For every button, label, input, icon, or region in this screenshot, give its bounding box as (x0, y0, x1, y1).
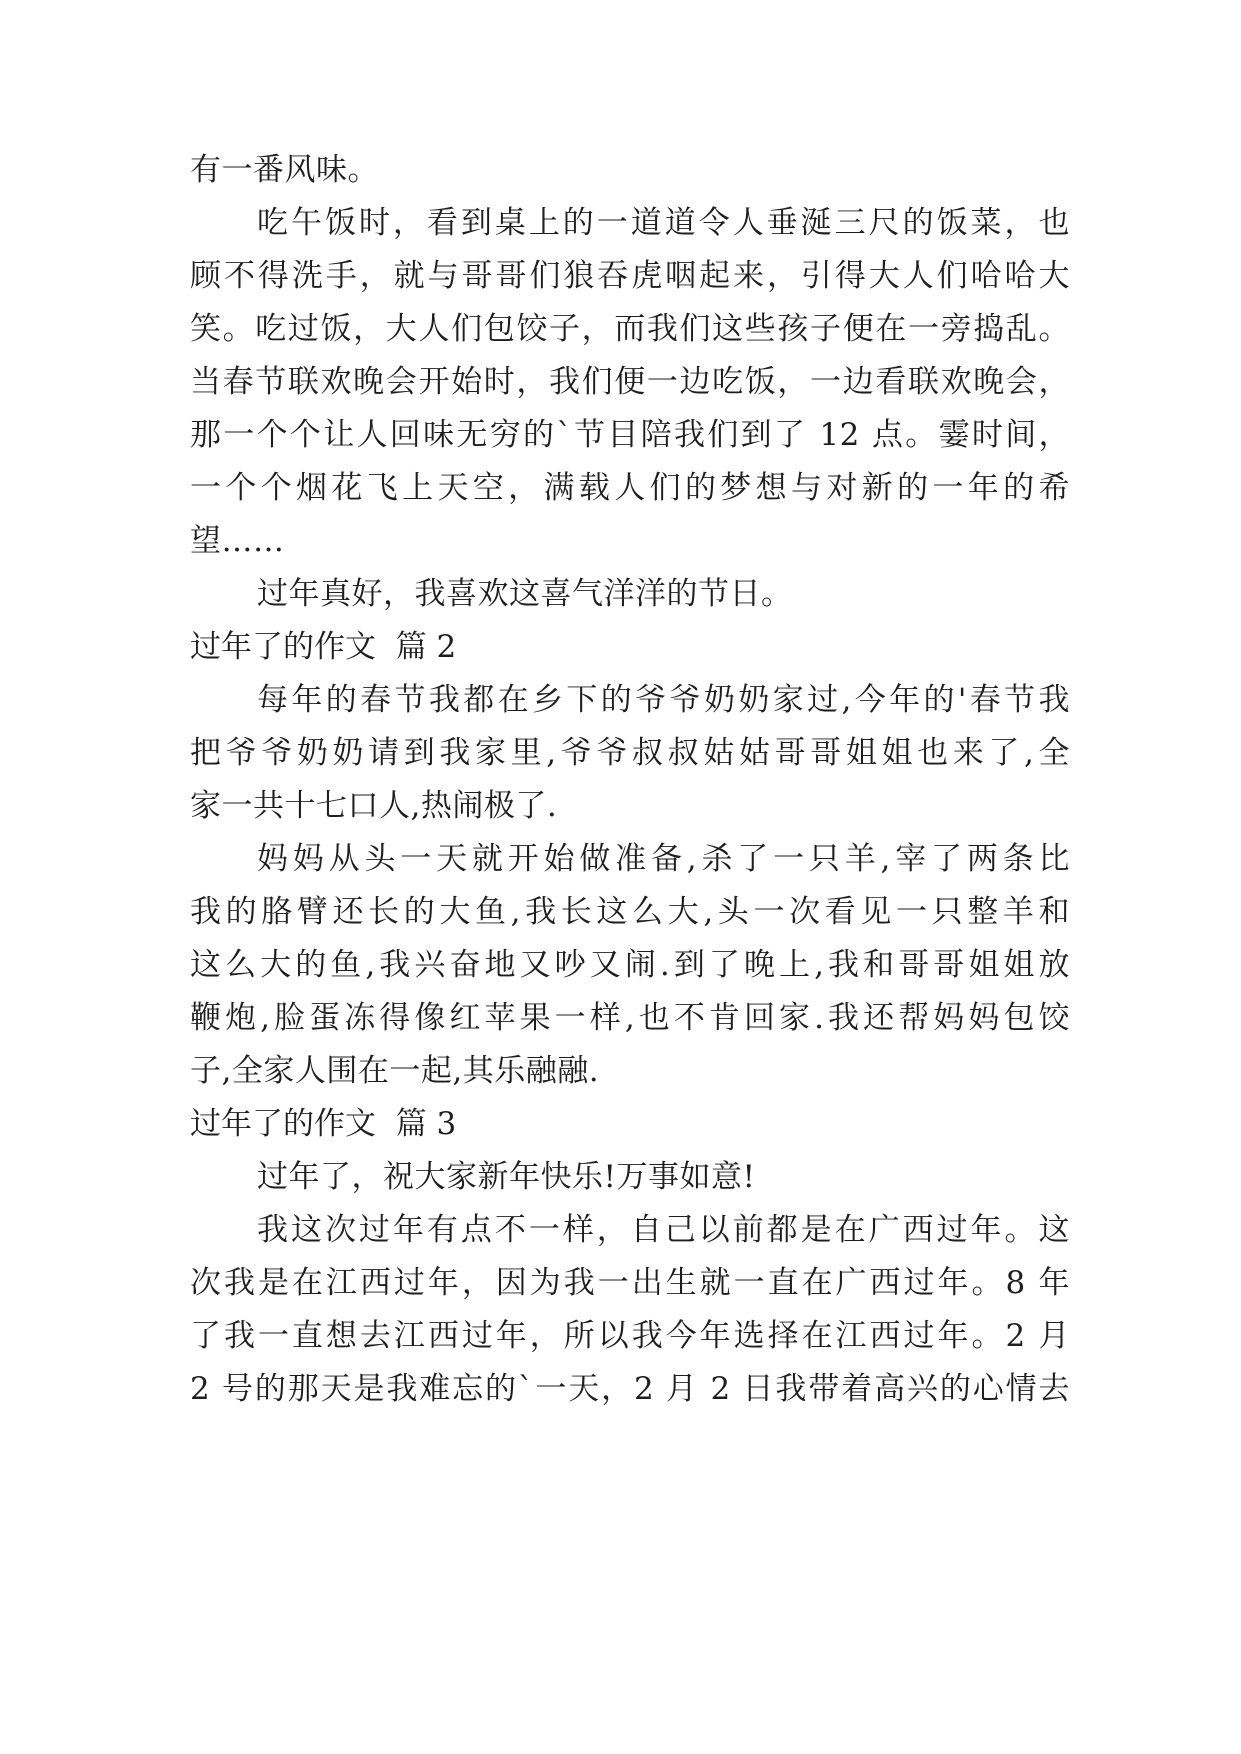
text-line: 我的胳臂还长的大鱼,我长这么大,头一次看见一只整羊和 (190, 894, 1070, 930)
text-line: 2 号的那天是我难忘的`一天，2 月 2 日我带着高兴的心情去 (190, 1371, 1070, 1407)
text-line: 望…… (190, 523, 285, 559)
text-line: 顾不得洗手，就与哥哥们狼吞虎咽起来，引得大人们哈哈大 (190, 258, 1070, 294)
paragraph-first-line: 过年真好，我喜欢这喜气洋洋的节日。 (257, 576, 793, 612)
paragraph-first-line: 过年了，祝大家新年快乐!万事如意! (257, 1159, 756, 1195)
paragraph-first-line: 每年的春节我都在乡下的爷爷奶奶家过,今年的'春节我 (257, 682, 1070, 718)
text-line: 有一番风味。 (190, 152, 379, 188)
text-line: 那一个个让人回味无穷的`节目陪我们到了 12 点。霎时间， (190, 417, 1070, 453)
text-line: 这么大的鱼,我兴奋地又吵又闹.到了晚上,我和哥哥姐姐放 (190, 947, 1070, 983)
text-line: 把爷爷奶奶请到我家里,爷爷叔叔姑姑哥哥姐姐也来了,全 (190, 735, 1070, 771)
section-heading: 过年了的作文 篇 2 (190, 629, 457, 665)
text-line: 家一共十七口人,热闹极了. (190, 788, 558, 824)
text-line: 笑。吃过饭，大人们包饺子，而我们这些孩子便在一旁捣乱。 (190, 311, 1070, 347)
text-line: 子,全家人围在一起,其乐融融. (190, 1053, 600, 1089)
paragraph-first-line: 吃午饭时，看到桌上的一道道令人垂涎三尺的饭菜，也 (257, 205, 1070, 241)
paragraph-first-line: 我这次过年有点不一样，自己以前都是在广西过年。这 (257, 1212, 1070, 1248)
paragraph-first-line: 妈妈从头一天就开始做准备,杀了一只羊,宰了两条比 (257, 841, 1070, 877)
text-line: 次我是在江西过年，因为我一出生就一直在广西过年。8 年 (190, 1265, 1070, 1301)
text-line: 鞭炮,脸蛋冻得像红苹果一样,也不肯回家.我还帮妈妈包饺 (190, 1000, 1070, 1036)
text-line: 一个个烟花飞上天空，满载人们的梦想与对新的一年的希 (190, 470, 1070, 506)
text-line: 了我一直想去江西过年，所以我今年选择在江西过年。2 月 (190, 1318, 1070, 1354)
text-line: 当春节联欢晚会开始时，我们便一边吃饭，一边看联欢晚会， (190, 364, 1070, 400)
section-heading: 过年了的作文 篇 3 (190, 1106, 457, 1142)
